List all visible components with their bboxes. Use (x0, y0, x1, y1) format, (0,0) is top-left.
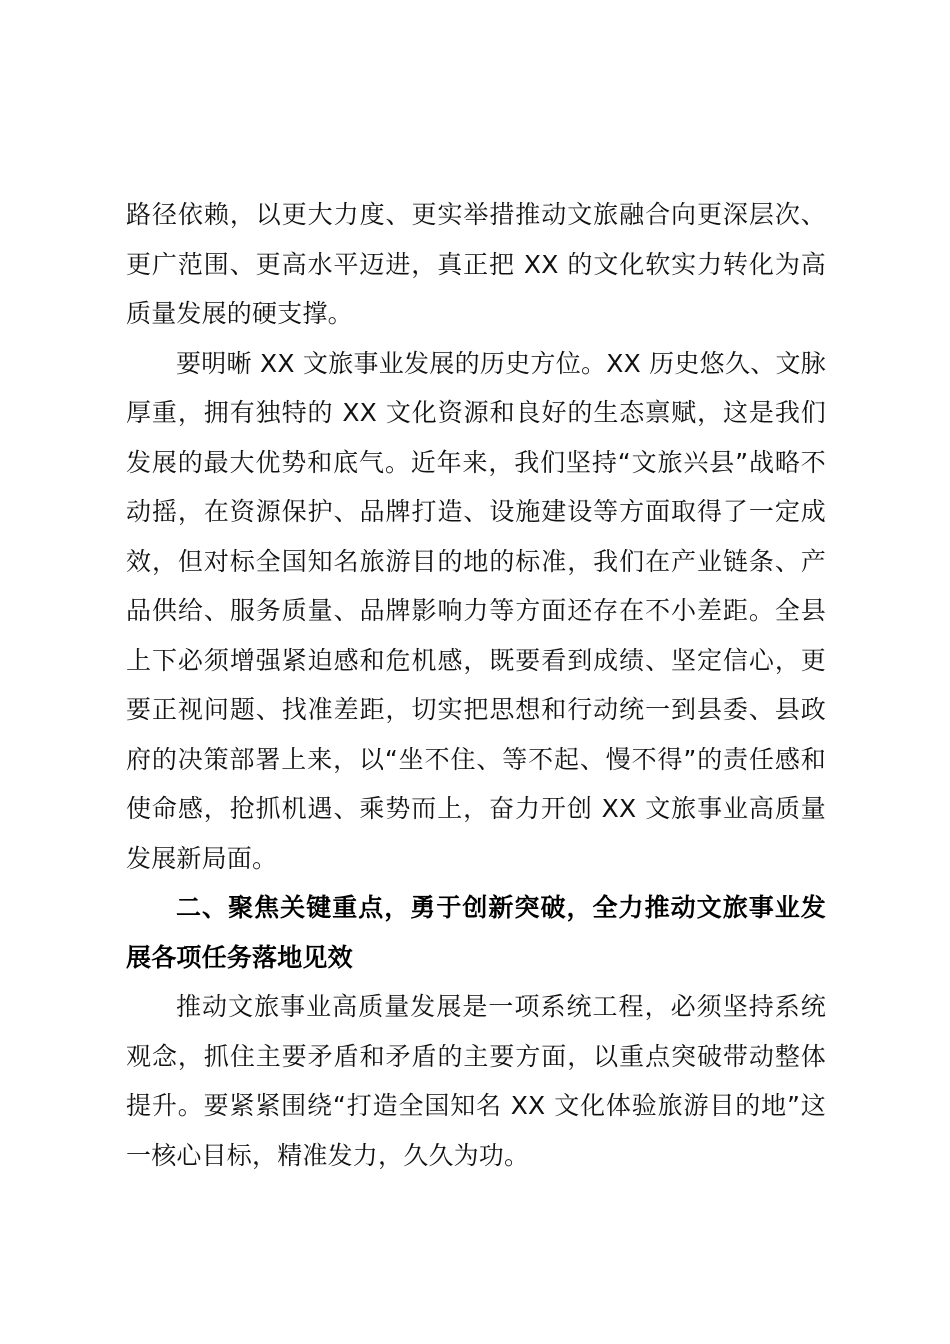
section-heading-two: 二、聚焦关键重点，勇于创新突破，全力推动文旅事业发展各项任务落地见效 (126, 893, 826, 972)
paragraph-historical-position: 要明晰 XX 文旅事业发展的历史方位。XX 历史悠久、文脉厚重，拥有独特的 XX 文化资源和良好的生态禀赋，这是我们发展的最大优势和底气。近年来，我们坚持“文旅兴县”战略不动摇，在资源保护、品牌打造、设施建设等方面取得了一定成效，但对标全国知名旅游目的地的标准，我们在产业链条、产品供给、服务质量、品牌影响力等方面还存在不小差距。全县上下必须增强紧迫感和危机感，既要看到成绩、坚定信心，更要正视问题、找准差距，切实把思想和行动统一到县委、县政府的决策部署上来，以“坐不住、等不起、慢不得”的责任感和使命感，抢抓机遇、乘势而上，奋力开创 XX 文旅事业高质量发展新局面。 (126, 348, 826, 873)
document-body (126, 190, 826, 1180)
paragraph-continued: 路径依赖，以更大力度、更实举措推动文旅融合向更深层次、更广范围、更高水平迈进，真正把 XX 的文化软实力转化为高质量发展的硬支撑。 (126, 200, 826, 328)
paragraph-system-engineering: 推动文旅事业高质量发展是一项系统工程，必须坚持系统观念，抓住主要矛盾和矛盾的主要方面，以重点突破带动整体提升。要紧紧围绕“打造全国知名 XX 文化体验旅游目的地”这一核心目标，精准发力，久久为功。 (126, 992, 826, 1170)
